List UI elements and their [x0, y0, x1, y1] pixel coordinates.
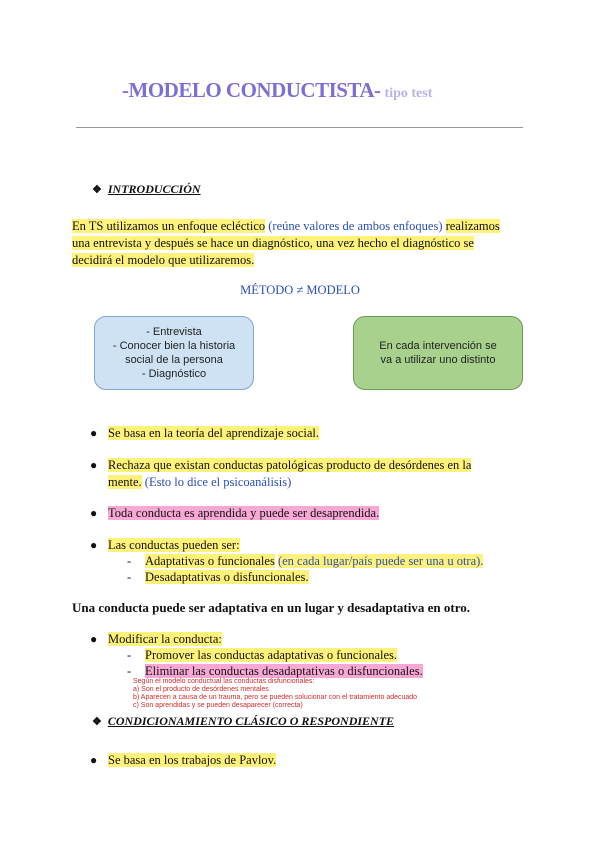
sub-item: - Promover las conductas adaptativas o funcionales.: [127, 648, 398, 662]
sub-item: - Adaptativas o funcionales (en cada lugar/país puede ser una u otra).: [127, 554, 484, 568]
title-subtitle: tipo test: [384, 86, 433, 101]
section-heading: INTRODUCCIÓN: [107, 182, 201, 196]
method-box: [94, 316, 254, 390]
box-line: - Conocer bien la historia: [112, 340, 236, 352]
list-item: [90, 457, 528, 491]
page-title: [122, 78, 432, 103]
note-line: a) Son el producto de desórdenes mentales: [133, 686, 269, 693]
bullet-dot-icon: ●: [90, 753, 98, 767]
list-item: [90, 752, 277, 769]
sub-text: Eliminar las conductas desadaptativas o disfuncionales.: [145, 664, 423, 678]
box-line: - Entrevista: [146, 326, 202, 338]
bullet-text: mente.: [108, 475, 142, 489]
list-item: [90, 425, 320, 442]
intro-text: una entrevista y después se hace un diagnóstico, una vez hecho el diagnóstico se: [72, 236, 474, 250]
sub-text: Promover las conductas adaptativas o funcionales.: [145, 648, 398, 662]
intro-text: realizamos: [445, 219, 500, 233]
box-line: - Diagnóstico: [141, 368, 207, 380]
intro-aside: (reúne valores de ambos enfoques): [268, 219, 443, 233]
bullet-dot-icon: ●: [90, 538, 98, 552]
bullet-dot-icon: ●: [90, 506, 98, 520]
section-heading: CONDICIONAMIENTO CLÁSICO O RESPONDIENTE: [107, 714, 395, 728]
model-box: [353, 316, 523, 390]
note-line: c) Son aprendidas y se pueden desaparecer (correcta): [133, 702, 303, 709]
box-line: va a utilizar uno distinto: [380, 354, 496, 366]
sub-item: - Eliminar las conductas desadaptativas o disfuncionales.: [127, 664, 423, 678]
bullet-text: Rechaza que existan conductas patológicas producto de desórdenes en la: [108, 458, 472, 472]
intro-paragraph: [72, 218, 532, 269]
section-introduccion: [92, 182, 201, 197]
intro-text: En TS utilizamos un enfoque ecléctico: [72, 219, 266, 233]
note-line: Según el modelo conductual las conductas disfuncionales:: [133, 678, 315, 685]
list-item: [90, 631, 222, 648]
bullet-dot-icon: ●: [90, 632, 98, 646]
intro-text: decidirá el modelo que utilizaremos.: [72, 253, 255, 267]
bullet-text: Las conductas pueden ser:: [108, 538, 240, 552]
metodo-line: MÉTODO ≠ MODELO: [240, 283, 360, 297]
title-divider: [76, 127, 523, 128]
bullet-aside: (Esto lo dice el psicoanálisis): [144, 475, 292, 489]
bullet-text: Modificar la conducta:: [108, 632, 222, 646]
key-statement: Una conducta puede ser adaptativa en un lugar y desadaptativa en otro.: [72, 600, 470, 615]
sub-item: - Desadaptativas o disfuncionales.: [127, 570, 309, 584]
sub-text: Adaptativas o funcionales: [145, 554, 275, 568]
list-item: [90, 537, 240, 554]
bullet-dot-icon: ●: [90, 426, 98, 440]
box-line: En cada intervención se: [379, 340, 497, 352]
diamond-bullet-icon: ❖: [92, 184, 102, 196]
diamond-bullet-icon: ❖: [92, 716, 102, 728]
bullet-text: Se basa en la teoría del aprendizaje social.: [108, 426, 320, 440]
sub-aside: (en cada lugar/país puede ser una u otra).: [277, 554, 484, 568]
bullet-text: Toda conducta es aprendida y puede ser desaprendida.: [108, 506, 380, 520]
note-line: b) Aparecen a causa de un trauma, pero se pueden solucionar con el tratamiento adecuado: [133, 694, 418, 701]
bullet-dot-icon: ●: [90, 458, 98, 472]
box-line: social de la persona: [125, 354, 223, 366]
list-item: [90, 505, 380, 522]
section-condicionamiento: [92, 714, 394, 729]
title-text: -MODELO CONDUCTISTA-: [122, 78, 381, 102]
test-question-note: [133, 678, 417, 710]
bullet-text: Se basa en los trabajos de Pavlov.: [108, 753, 277, 767]
sub-text: Desadaptativas o disfuncionales.: [145, 570, 309, 584]
